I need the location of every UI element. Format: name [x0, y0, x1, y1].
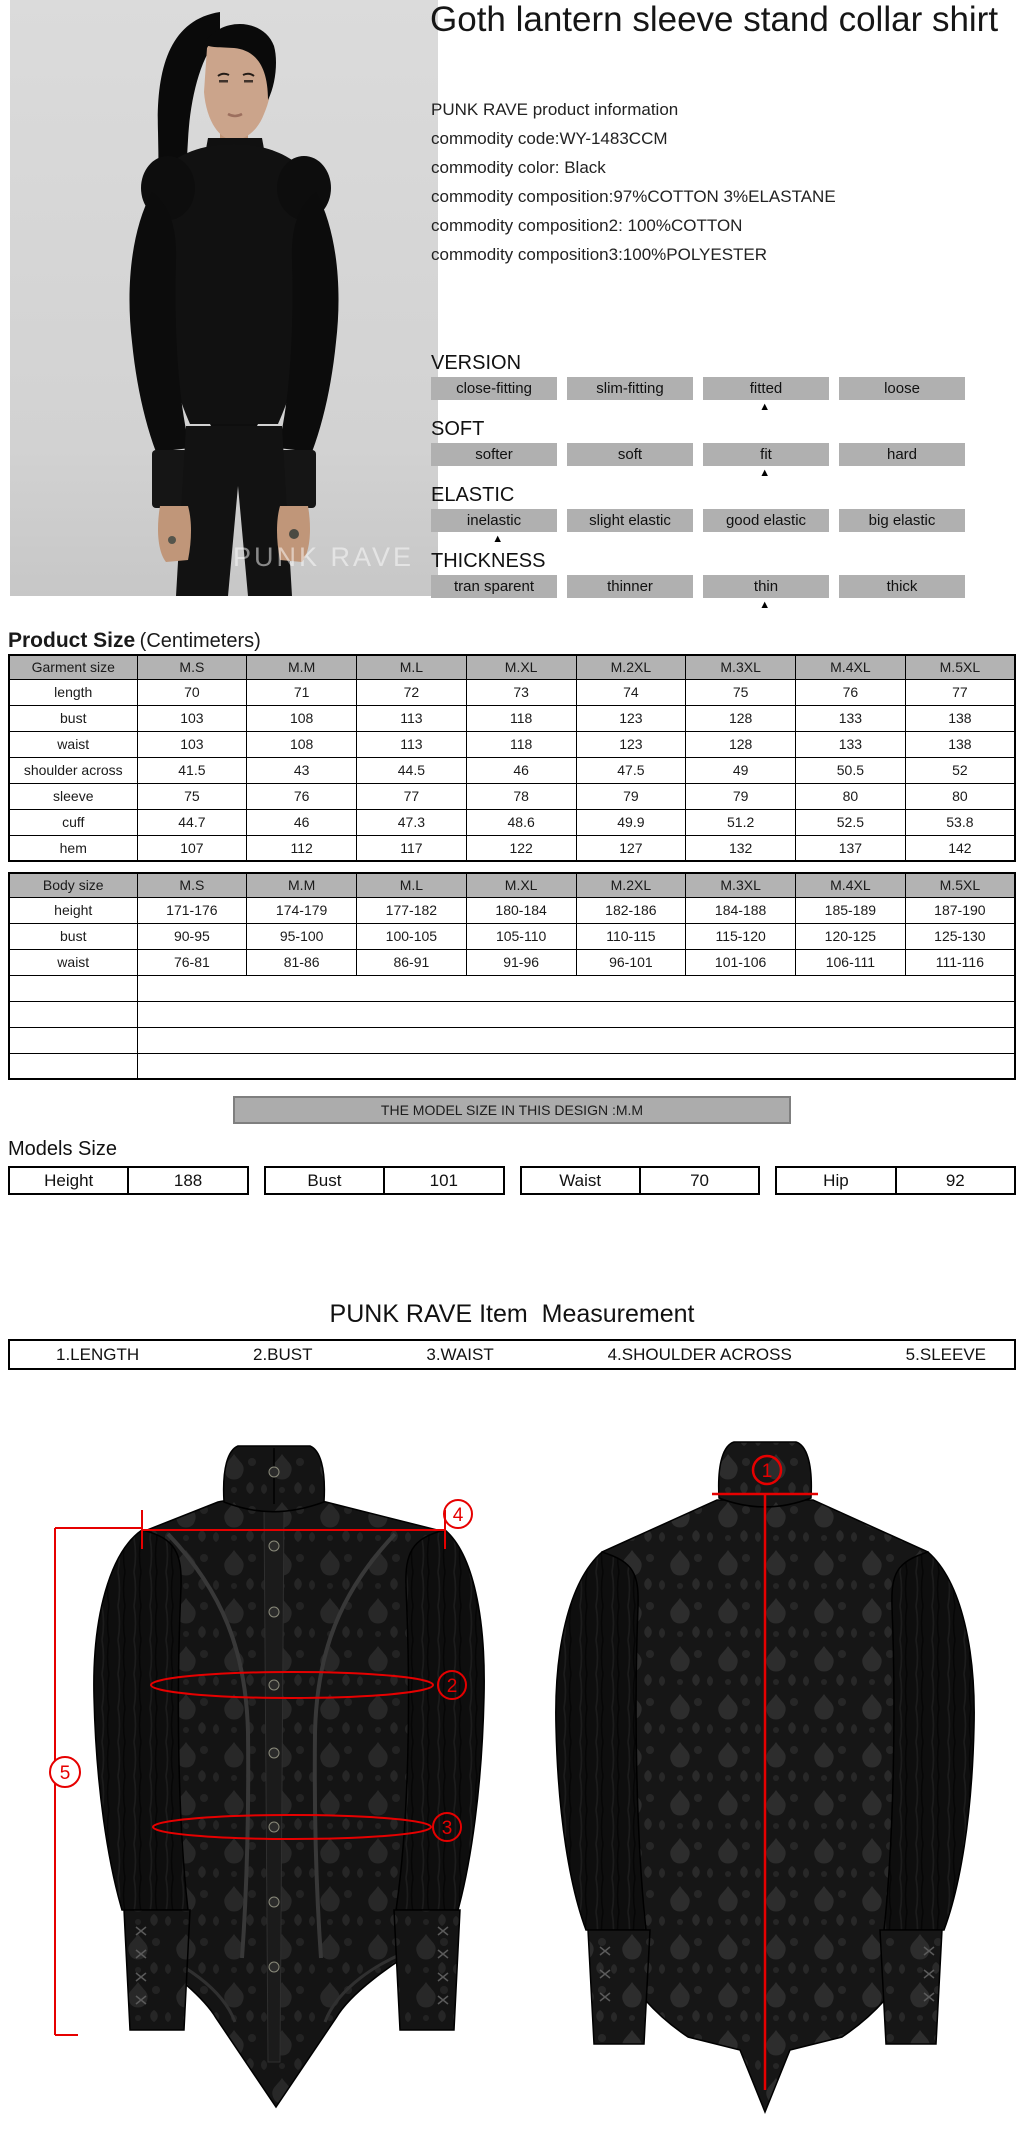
- attribute-options-row: [431, 509, 965, 545]
- option-hard: hard: [839, 443, 965, 466]
- table-row: [9, 757, 1015, 783]
- product-info-line: commodity color: Black: [431, 158, 606, 177]
- model-size-box: [8, 1166, 249, 1195]
- empty-row: [9, 975, 1015, 1001]
- header-cell: M.2XL: [576, 873, 686, 897]
- length-marker-number: 1: [761, 1461, 773, 1482]
- model-size-value: 70: [690, 1171, 710, 1190]
- models-size-heading: Models Size: [8, 1138, 117, 1160]
- size-cell: 132: [686, 835, 796, 861]
- size-cell: [9, 1001, 137, 1027]
- table-row: [9, 923, 1015, 949]
- size-cell: 80: [796, 783, 906, 809]
- size-cell: 71: [247, 679, 357, 705]
- measure-item: 1.LENGTH: [56, 1344, 140, 1364]
- size-cell: shoulder across: [9, 757, 137, 783]
- size-cell: 73: [466, 679, 576, 705]
- size-cell: 177-182: [357, 897, 467, 923]
- option-thin: thin: [703, 575, 829, 598]
- option-softer: softer: [431, 443, 557, 466]
- header-cell: M.L: [357, 655, 467, 679]
- size-cell: 185-189: [796, 897, 906, 923]
- body-size-table: [8, 872, 1016, 1080]
- measure-item: 4.SHOULDER ACROSS: [607, 1344, 792, 1364]
- size-cell: 123: [576, 705, 686, 731]
- bust-marker-number: 2: [446, 1676, 458, 1697]
- model-size-label: Height: [10, 1168, 129, 1193]
- size-cell: 49.9: [576, 809, 686, 835]
- size-cell: 106-111: [796, 949, 906, 975]
- attribute-options-row: [431, 575, 965, 611]
- size-cell: bust: [9, 705, 137, 731]
- option-fitted: fitted: [703, 377, 829, 400]
- size-cell: 96-101: [576, 949, 686, 975]
- table-row: [9, 809, 1015, 835]
- empty-row: [9, 1001, 1015, 1027]
- measurement-heading: PUNK RAVE Item Measurement: [329, 1300, 695, 1328]
- product-info-line: commodity composition:97%COTTON 3%ELASTANE: [431, 187, 836, 206]
- header-cell: M.M: [247, 655, 357, 679]
- model-size-box: [520, 1166, 761, 1195]
- product-size-heading: [8, 629, 261, 653]
- option-close-fitting: close-fitting: [431, 377, 557, 400]
- selected-option-arrow: ▲: [759, 599, 771, 611]
- header-cell: M.XL: [466, 655, 576, 679]
- option-soft: soft: [567, 443, 693, 466]
- table-row: [9, 731, 1015, 757]
- size-cell: 75: [686, 679, 796, 705]
- attribute-title: SOFT: [431, 418, 485, 440]
- size-cell: 79: [576, 783, 686, 809]
- attribute-options-row: [431, 377, 965, 413]
- table-row: [9, 783, 1015, 809]
- option-good-elastic: good elastic: [703, 509, 829, 532]
- size-cell: 138: [905, 705, 1015, 731]
- table-row: [9, 949, 1015, 975]
- header-cell: M.S: [137, 655, 247, 679]
- size-cell: 52: [905, 757, 1015, 783]
- size-cell: sleeve: [9, 783, 137, 809]
- option-tran-sparent: tran sparent: [431, 575, 557, 598]
- size-cell: bust: [9, 923, 137, 949]
- size-cell: 44.7: [137, 809, 247, 835]
- header-cell: M.S: [137, 873, 247, 897]
- size-cell: 48.6: [466, 809, 576, 835]
- sleeve-marker-number: 5: [59, 1763, 71, 1784]
- header-cell: M.3XL: [686, 873, 796, 897]
- attribute-title: VERSION: [431, 352, 522, 374]
- size-cell: 117: [357, 835, 467, 861]
- size-cell: 46: [247, 809, 357, 835]
- size-cell: 112: [247, 835, 357, 861]
- measure-item: 2.BUST: [252, 1344, 313, 1364]
- size-cell: 44.5: [357, 757, 467, 783]
- size-cell: 86-91: [357, 949, 467, 975]
- table-row: [9, 835, 1015, 861]
- size-cell: [9, 975, 137, 1001]
- model-size-label: Waist: [522, 1168, 641, 1193]
- size-cell: waist: [9, 949, 137, 975]
- garment-size-table: [8, 654, 1016, 862]
- product-info-line: commodity composition3:100%POLYESTER: [431, 245, 768, 264]
- option-slight-elastic: slight elastic: [567, 509, 693, 532]
- header-row: [9, 873, 1015, 897]
- product-info-line: commodity composition2: 100%COTTON: [431, 216, 743, 235]
- selected-option-arrow: ▲: [759, 401, 771, 413]
- size-cell: 72: [357, 679, 467, 705]
- table-row: [9, 897, 1015, 923]
- header-cell: M.L: [357, 873, 467, 897]
- size-cell: 128: [686, 705, 796, 731]
- product-size-heading-units: (Centimeters): [139, 630, 261, 652]
- measure-item: 3.WAIST: [426, 1344, 494, 1364]
- header-cell: M.5XL: [905, 873, 1015, 897]
- size-cell: 105-110: [466, 923, 576, 949]
- size-cell: 81-86: [247, 949, 357, 975]
- model-photo: [10, 0, 438, 596]
- size-cell: 100-105: [357, 923, 467, 949]
- product-info-lines: [431, 129, 1017, 274]
- size-cell: 77: [357, 783, 467, 809]
- back-measurement-diagram: [512, 1402, 1006, 2154]
- info-column: [430, 0, 1018, 625]
- header-cell: M.5XL: [905, 655, 1015, 679]
- size-cell: 77: [905, 679, 1015, 705]
- header-cell: Body size: [9, 873, 137, 897]
- size-cell: 107: [137, 835, 247, 861]
- model-size-label: Bust: [266, 1168, 385, 1193]
- model-size-box: [775, 1166, 1016, 1195]
- attribute-title: THICKNESS: [431, 550, 546, 572]
- option-loose: loose: [839, 377, 965, 400]
- size-cell: 76: [796, 679, 906, 705]
- size-cell: 101-106: [686, 949, 796, 975]
- size-cell: 90-95: [137, 923, 247, 949]
- size-cell: waist: [9, 731, 137, 757]
- option-big-elastic: big elastic: [839, 509, 965, 532]
- size-cell: 113: [357, 705, 467, 731]
- product-info-line: commodity code:WY-1483CCM: [431, 129, 668, 148]
- size-cell: 122: [466, 835, 576, 861]
- header-cell: Garment size: [9, 655, 137, 679]
- size-cell: 110-115: [576, 923, 686, 949]
- size-cell: [137, 1027, 1015, 1053]
- size-cell: 142: [905, 835, 1015, 861]
- table-row: [9, 679, 1015, 705]
- attribute-group-version: [431, 352, 965, 418]
- measurement-legend: [8, 1339, 1016, 1370]
- model-size-box: [264, 1166, 505, 1195]
- size-cell: 79: [686, 783, 796, 809]
- attribute-group-elastic: [431, 484, 965, 550]
- size-cell: 80: [905, 783, 1015, 809]
- size-cell: 138: [905, 731, 1015, 757]
- size-cell: 103: [137, 705, 247, 731]
- size-cell: height: [9, 897, 137, 923]
- photo-watermark: PUNK RAVE: [232, 542, 414, 572]
- size-cell: 108: [247, 731, 357, 757]
- size-cell: 128: [686, 731, 796, 757]
- size-cell: [9, 1053, 137, 1079]
- size-cell: [137, 1001, 1015, 1027]
- model-size-label: Hip: [777, 1168, 896, 1193]
- size-cell: 125-130: [905, 923, 1015, 949]
- header-cell: M.M: [247, 873, 357, 897]
- size-cell: 53.8: [905, 809, 1015, 835]
- models-size-table: [8, 1166, 1016, 1195]
- header-cell: M.4XL: [796, 873, 906, 897]
- attribute-title: ELASTIC: [431, 484, 515, 506]
- measure-item: 5.SLEEVE: [905, 1344, 986, 1364]
- front-measurement-diagram: [18, 1402, 512, 2154]
- header-cell: M.XL: [466, 873, 576, 897]
- size-cell: 50.5: [796, 757, 906, 783]
- size-cell: 133: [796, 705, 906, 731]
- attribute-options-row: [431, 443, 965, 479]
- size-cell: 111-116: [905, 949, 1015, 975]
- model-size-value: 188: [173, 1171, 203, 1190]
- empty-row: [9, 1053, 1015, 1079]
- size-cell: 76-81: [137, 949, 247, 975]
- size-cell: 95-100: [247, 923, 357, 949]
- size-cell: 137: [796, 835, 906, 861]
- size-cell: 113: [357, 731, 467, 757]
- header-cell: M.3XL: [686, 655, 796, 679]
- size-cell: 74: [576, 679, 686, 705]
- size-cell: 127: [576, 835, 686, 861]
- size-cell: 171-176: [137, 897, 247, 923]
- selected-option-arrow: ▲: [492, 533, 504, 545]
- size-cell: 43: [247, 757, 357, 783]
- size-cell: 70: [137, 679, 247, 705]
- size-cell: 115-120: [686, 923, 796, 949]
- size-cell: length: [9, 679, 137, 705]
- attribute-group-soft: [431, 418, 965, 484]
- size-cell: 52.5: [796, 809, 906, 835]
- size-cell: 76: [247, 783, 357, 809]
- attribute-panels: [431, 352, 965, 616]
- size-cell: 180-184: [466, 897, 576, 923]
- size-cell: 118: [466, 705, 576, 731]
- size-cell: 47.3: [357, 809, 467, 835]
- size-cell: 91-96: [466, 949, 576, 975]
- size-cell: 182-186: [576, 897, 686, 923]
- size-cell: 46: [466, 757, 576, 783]
- attribute-group-thickness: [431, 550, 965, 616]
- size-cell: 133: [796, 731, 906, 757]
- size-cell: 41.5: [137, 757, 247, 783]
- option-thick: thick: [839, 575, 965, 598]
- option-slim-fitting: slim-fitting: [567, 377, 693, 400]
- size-cell: 123: [576, 731, 686, 757]
- model-size-value: 101: [429, 1171, 458, 1190]
- size-cell: hem: [9, 835, 137, 861]
- waist-marker-number: 3: [441, 1818, 453, 1839]
- model-size-note: THE MODEL SIZE IN THIS DESIGN :M.M: [233, 1096, 791, 1124]
- size-cell: 108: [247, 705, 357, 731]
- selected-option-arrow: ▲: [759, 467, 771, 479]
- size-cell: [137, 975, 1015, 1001]
- size-cell: 174-179: [247, 897, 357, 923]
- size-cell: 187-190: [905, 897, 1015, 923]
- shoulder-marker-number: 4: [452, 1505, 464, 1526]
- size-cell: 118: [466, 731, 576, 757]
- product-info-header: PUNK RAVE product information: [431, 100, 679, 119]
- header-cell: M.2XL: [576, 655, 686, 679]
- size-cell: 78: [466, 783, 576, 809]
- product-info: [431, 100, 1017, 274]
- table-row: [9, 705, 1015, 731]
- size-cell: 103: [137, 731, 247, 757]
- empty-row: [9, 1027, 1015, 1053]
- size-cell: 51.2: [686, 809, 796, 835]
- size-cell: 75: [137, 783, 247, 809]
- header-cell: M.4XL: [796, 655, 906, 679]
- size-cell: [9, 1027, 137, 1053]
- size-cell: 49: [686, 757, 796, 783]
- option-inelastic: inelastic: [431, 509, 557, 532]
- product-title: Goth lantern sleeve stand collar shirt: [430, 0, 999, 39]
- option-thinner: thinner: [567, 575, 693, 598]
- size-cell: 120-125: [796, 923, 906, 949]
- model-size-value: 92: [945, 1171, 965, 1190]
- size-cell: cuff: [9, 809, 137, 835]
- front-shirt-illustration: [94, 1446, 484, 2107]
- size-cell: 184-188: [686, 897, 796, 923]
- header-row: [9, 655, 1015, 679]
- product-size-heading-bold: Product Size: [8, 629, 136, 652]
- option-fit: fit: [703, 443, 829, 466]
- size-cell: [137, 1053, 1015, 1079]
- size-cell: 47.5: [576, 757, 686, 783]
